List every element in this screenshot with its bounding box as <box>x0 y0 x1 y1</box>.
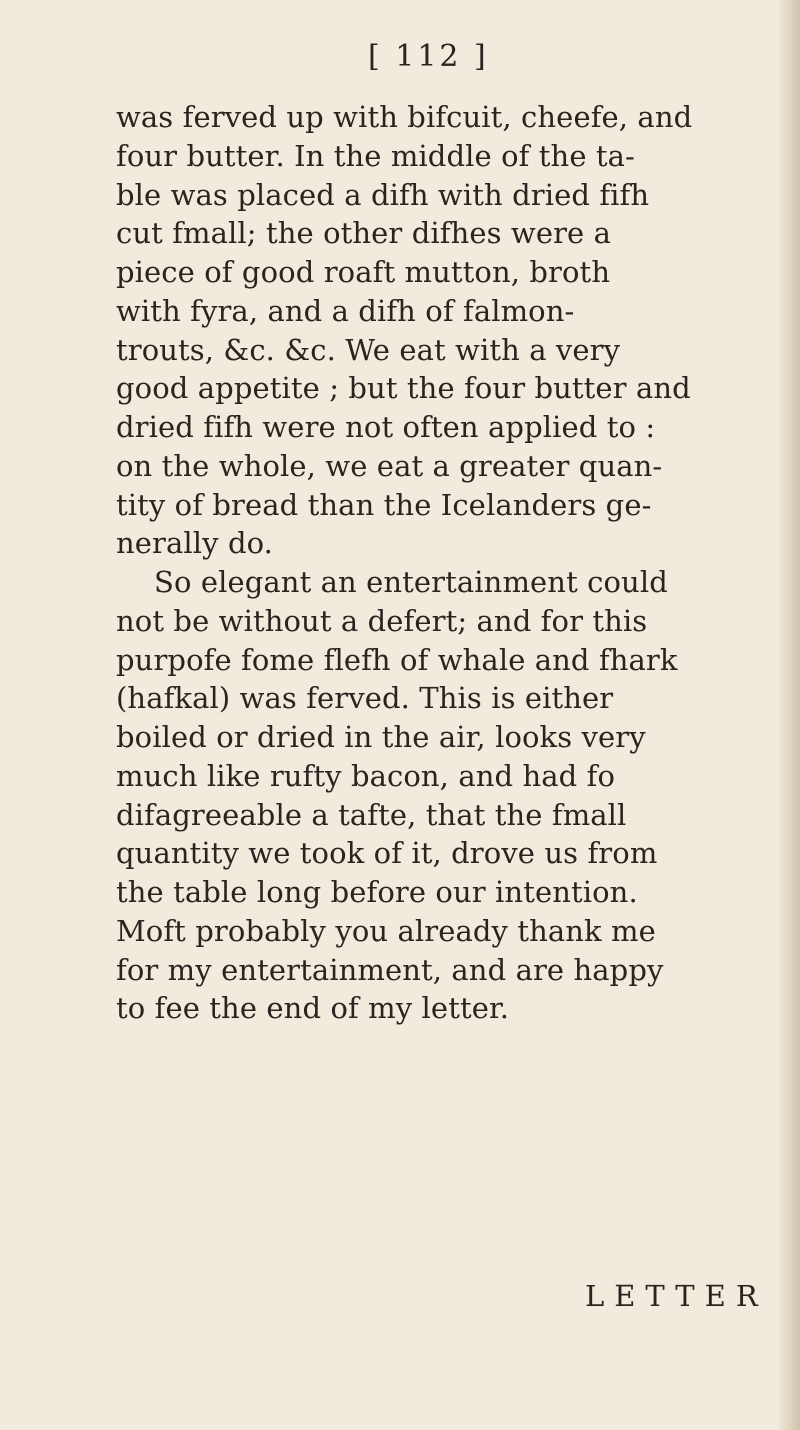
text-line: piece of good roaft mutton, broth <box>116 255 611 289</box>
text-line: Moft probably you already thank me <box>116 913 656 948</box>
text-line: on the whole, we eat a greater quan- <box>116 448 663 483</box>
text-line: for my entertainment, and are happy <box>116 952 664 987</box>
text-line: ble was placed a difh with dried fifh <box>116 177 650 212</box>
page-number-header: [ 112 ] <box>368 39 489 74</box>
text-line: (hafkal) was ferved. This is either <box>116 681 614 716</box>
text-line: four butter. In the middle of the ta- <box>116 138 635 173</box>
text-line: not be without a defert; and for this <box>116 603 648 638</box>
catchword: LETTER <box>585 1279 768 1313</box>
text-line: dried fifh were not often applied to : <box>116 410 656 444</box>
text-line: boiled or dried in the air, looks very <box>116 720 646 754</box>
text-line: much like rufty bacon, and had fo <box>116 758 616 793</box>
text-line: nerally do. <box>116 526 273 561</box>
text-line: to fee the end of my letter. <box>116 991 510 1026</box>
text-line: with fyra, and a difh of falmon- <box>116 293 575 328</box>
text-line: tity of bread than the Icelanders ge- <box>116 487 652 522</box>
text-line: So elegant an entertainment could <box>154 565 668 599</box>
text-line: cut fmall; the other difhes were a <box>116 216 612 251</box>
text-line: purpofe fome flefh of whale and fhark <box>116 642 678 677</box>
text-line: difagreeable a tafte, that the fmall <box>116 797 627 832</box>
text-line: quantity we took of it, drove us from <box>116 836 658 871</box>
text-line: good appetite ; but the four butter and <box>116 371 691 406</box>
text-line: the table long before our intention. <box>116 875 638 909</box>
body-text <box>116 98 786 1028</box>
text-line: was ferved up with bifcuit, cheefe, and <box>116 100 693 134</box>
text-line: trouts, &c. &c. We eat with a very <box>116 332 621 367</box>
